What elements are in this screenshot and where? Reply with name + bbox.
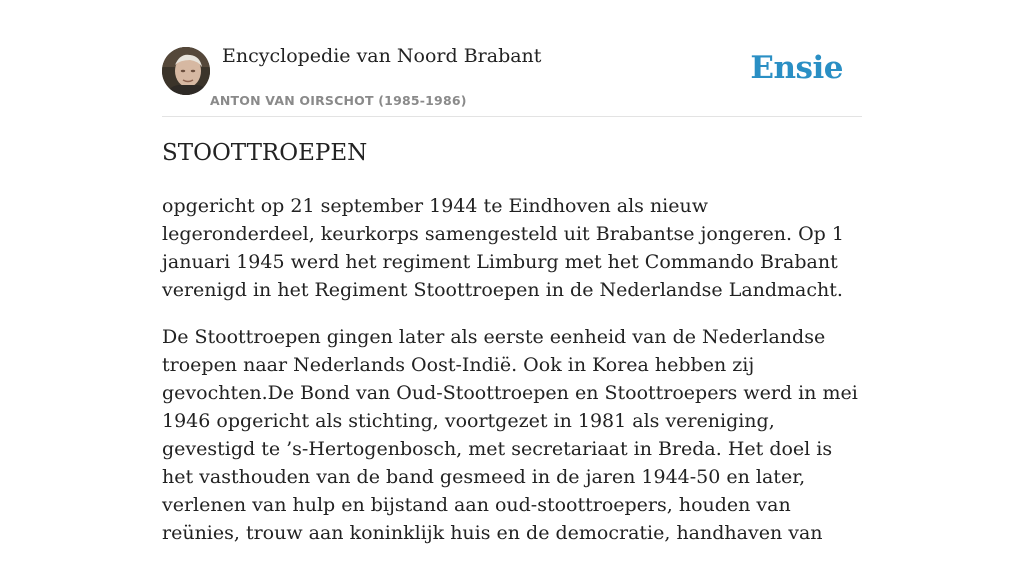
paragraph: opgericht op 21 september 1944 te Eindhoven als nieuw legeronderdeel, keurkorps samengesteld uit Brabantse jongeren. Op 1 januari 1945 werd het regiment Limburg met het Commando Brabant verenigd in het Regiment Stoottroepen in de Nederlandse Landmacht. (162, 195, 844, 301)
paragraph: De Stoottroepen gingen later als eerste eenheid van de Nederlandse troepen naar Nederlands Oost-Indië. Ook in Korea hebben zij gevochten.De Bond van Oud-Stoottroepen en Stoottroepers werd in mei 1946 opgericht als stichting, voortgezet in 1981 als vereniging, gevestigd te ’s-Hertogenbosch, met secretariaat in Breda. Het doel is het vasthouden van de band gesmeed in de jaren 1944-50 en later, verlenen van hulp en bijstand aan oud-stoottroepers, houden van reünies, trouw aan koninklijk huis en de democratie, handhaven van (162, 326, 858, 544)
source-title[interactable]: Encyclopedie van Noord Brabant (222, 45, 542, 67)
entry-body (162, 192, 862, 566)
author-avatar[interactable] (162, 47, 210, 95)
header (162, 0, 862, 117)
page (162, 0, 862, 544)
entry-title: STOOTTROEPEN (162, 140, 368, 166)
author-name[interactable]: ANTON VAN OIRSCHOT (1985-1986) (210, 93, 467, 108)
author-portrait-icon (162, 47, 210, 95)
brand-logo[interactable]: Ensie (750, 50, 843, 86)
